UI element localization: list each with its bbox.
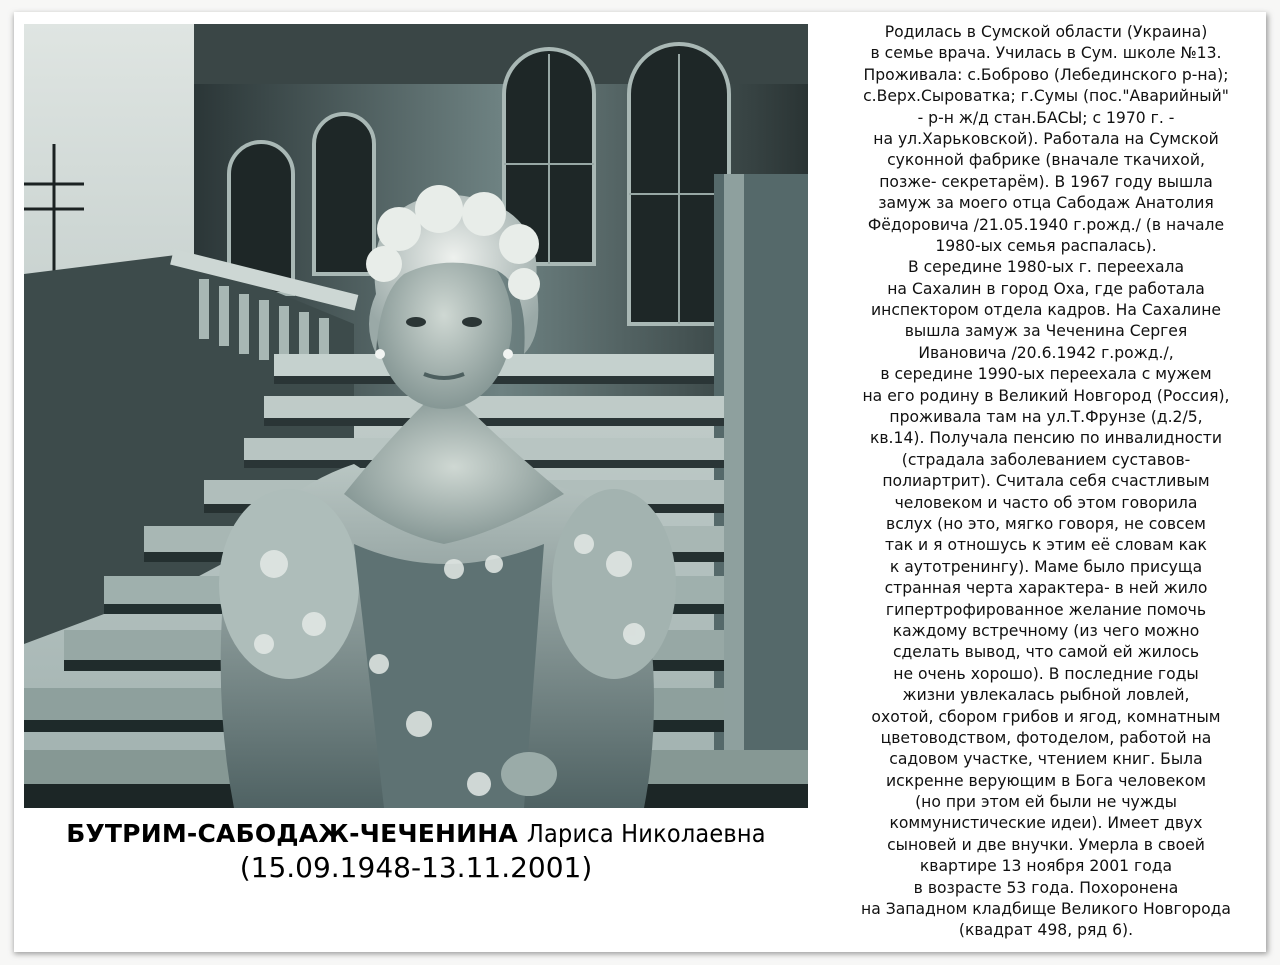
bio-line: полиартрит). Считала себя счастливым	[882, 472, 1210, 491]
bio-line: В середине 1980-ых г. переехала	[907, 258, 1185, 277]
bio-line: вышла замуж за Чеченина Сергея	[904, 322, 1188, 341]
bio-line: Ивановича /20.6.1942 г.рожд./,	[918, 343, 1174, 362]
person-name	[24, 818, 808, 850]
bio-line: на его родину в Великий Новгород (Россия),	[862, 386, 1230, 405]
name-caption	[24, 818, 808, 886]
bio-line: цветоводством, фотоделом, работой на	[880, 728, 1212, 747]
bio-line: позже- секретарём). В 1967 году вышла	[879, 172, 1213, 191]
person-surname: БУТРИМ-САБОДАЖ-ЧЕЧЕНИНА	[66, 819, 518, 848]
bio-line: в семье врача. Училась в Сум. школе №13.	[870, 44, 1222, 63]
bio-line: так и я отношусь к этим её словам как	[885, 536, 1207, 555]
bio-line: - р-н ж/д стан.БАСЫ; с 1970 г. -	[917, 108, 1175, 127]
bio-line: инспектором отдела кадров. На Сахалине	[870, 301, 1222, 320]
bio-line: Фёдоровича /21.05.1940 г.рожд./ (в начале	[867, 215, 1225, 234]
bio-line: на ул.Харьковской). Работала на Сумской	[873, 129, 1219, 148]
bio-line: в середине 1990-ых переехала с мужем	[880, 365, 1212, 384]
bio-line: Родилась в Сумской области (Украина)	[884, 23, 1208, 41]
bio-line: Проживала: с.Боброво (Лебединского р-на);	[863, 65, 1229, 84]
bio-line: проживала там на ул.Т.Фрунзе (д.2/5,	[889, 408, 1203, 427]
bio-line: замуж за моего отца Сабодаж Анатолия	[878, 194, 1214, 213]
bio-line: на Западном кладбище Великого Новгорода	[861, 900, 1231, 919]
bio-line: с.Верх.Сыроватка; г.Сумы (пос."Аварийный"	[863, 87, 1229, 106]
bio-line: садовом участке, чтением книг. Была	[889, 750, 1203, 769]
bio-line: (квадрат 498, ряд 6).	[958, 921, 1134, 940]
bio-line: к аутотренингу). Маме было присуща	[889, 557, 1203, 576]
bio-line: в возрасте 53 года. Похоронена	[913, 878, 1179, 897]
life-dates: (15.09.1948-13.11.2001)	[239, 851, 593, 884]
bio-line: сыновей и две внучки. Умерла в своей	[887, 835, 1205, 854]
biography-text	[826, 22, 1266, 942]
bio-line: странная черта характера- в ней жило	[884, 579, 1208, 598]
bio-line: 1980-ых семья распалась).	[935, 236, 1157, 255]
bio-line: человеком и часто об этом говорила	[894, 493, 1198, 512]
bio-line: искренне верующим в Бога человеком	[885, 771, 1207, 790]
portrait-photo	[24, 24, 808, 808]
bio-line: суконной фабрике (вначале ткачихой,	[887, 151, 1205, 170]
bio-line: жизни увлекалась рыбной ловлей,	[902, 686, 1190, 705]
bio-line: кв.14). Получала пенсию по инвалидности	[869, 429, 1223, 448]
bio-line: гипертрофированное желание помочь	[885, 600, 1207, 619]
bio-line: сделать вывод, что самой ей жилось	[892, 643, 1200, 662]
bio-line: каждому встречному (из чего можно	[892, 621, 1200, 640]
bio-line: охотой, сбором грибов и ягод, комнатным	[871, 707, 1221, 726]
bio-line: коммунистические идеи). Имеет двух	[889, 814, 1203, 833]
bio-line: (страдала заболеванием суставов-	[901, 450, 1191, 469]
bio-line: не очень хорошо). В последние годы	[893, 664, 1199, 683]
bio-line: квартире 13 ноября 2001 года	[919, 857, 1173, 876]
bio-line: вслух (но это, мягко говоря, не совсем	[886, 514, 1206, 533]
bio-line: (но при этом ей были не чужды	[915, 793, 1177, 812]
person-given-names: Лариса Николаевна	[526, 819, 766, 848]
bio-line: на Сахалин в город Оха, где работала	[887, 279, 1205, 298]
